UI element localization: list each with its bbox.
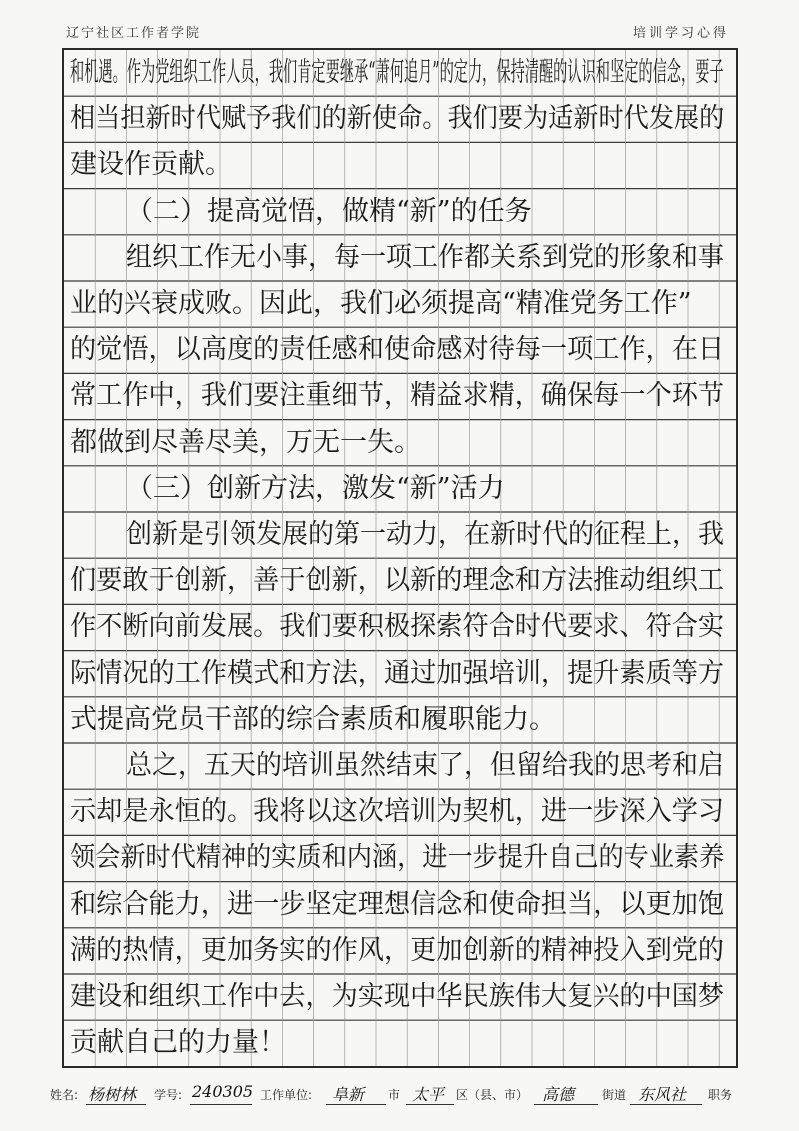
handwritten-line: 满的热情，更加务实的作风，更加创新的精神投入到党的 (70, 934, 725, 966)
handwritten-line: 示却是永恒的。我将以这次培训为契机，进一步深入学习 (70, 796, 725, 828)
handwritten-text-body (64, 50, 736, 1066)
handwritten-line: 际情况的工作模式和方法，通过加强培训，提升素质等方 (70, 657, 725, 689)
street-value: 高德 (542, 1085, 575, 1104)
college-name: 辽宁社区工作者学院 (66, 26, 202, 41)
handwritten-line: 业的兴衰成败。因此，我们必须提高“精准党务工作” (70, 288, 692, 319)
handwritten-line: 们要敢于创新，善于创新，以新的理念和方法推动组织工 (70, 565, 725, 597)
handwritten-line: 总之，五天的培训虽然结束了，但留给我的思考和启 (126, 750, 725, 781)
handwritten-line: 组织工作无小事，每一项工作都关系到党的形象和事 (126, 241, 725, 273)
id-value: 240305 (192, 1082, 254, 1101)
handwritten-line: （二）提高觉悟，做精“新”的任务 (126, 195, 532, 227)
handwritten-line: 都做到尽善尽美，万无一失。 (70, 426, 421, 458)
handwritten-line: 相当担新时代赋予我们的新使命。我们要为适新时代发展的 (70, 103, 725, 135)
document-type-label: 培训学习心得 (632, 26, 729, 41)
name-label: 姓名: (50, 1088, 79, 1102)
handwritten-line: 建设和组织工作中去，为实现中华民族伟大复兴的中国梦 (70, 981, 725, 1012)
handwritten-line: 的觉悟，以高度的责任感和使命感对待每一项工作，在日 (70, 334, 725, 366)
street-label: 街道 (602, 1088, 627, 1102)
handwritten-line: 和综合能力，进一步坚定理想信念和使命担当，以更加饱 (70, 888, 725, 920)
handwritten-line: 创新是引领发展的第一动力，在新时代的征程上，我 (126, 519, 725, 550)
community-value: 东风社 (638, 1085, 687, 1104)
id-label: 学号: (154, 1088, 183, 1102)
handwritten-line: 式提高党员干部的综合素质和履职能力。 (70, 703, 556, 735)
handwritten-line: 贡献自己的力量！ (70, 1027, 286, 1059)
lined-writing-paper (62, 48, 738, 1068)
city-label: 市 (388, 1088, 401, 1102)
handwritten-line: （三）创新方法，激发“新”活力 (126, 472, 505, 504)
handwritten-line: 领会新时代精神的实质和内涵，进一步提升自己的专业素养 (70, 842, 725, 874)
page-header (0, 0, 799, 46)
handwritten-line: 建设作贡献。 (70, 149, 232, 181)
city-value: 阜新 (332, 1085, 365, 1104)
student-info-footer (50, 1078, 750, 1108)
handwritten-line: 作不断向前发展。我们要积极探索符合时代要求、符合实 (70, 611, 725, 643)
district-label: 区（县、市） (456, 1088, 529, 1102)
district-value: 太平 (412, 1085, 445, 1104)
name-value: 杨树林 (88, 1085, 137, 1104)
handwritten-line: 和机遇。作为党组织工作人员，我们肯定要继承“萧何追月”的定力，保持清醒的认识和坚定的信念，要子 (70, 57, 724, 88)
position-label: 职务 (708, 1088, 733, 1102)
unit-label: 工作单位: (260, 1088, 313, 1102)
handwritten-line: 常工作中，我们要注重细节，精益求精，确保每一个环节 (70, 380, 725, 412)
